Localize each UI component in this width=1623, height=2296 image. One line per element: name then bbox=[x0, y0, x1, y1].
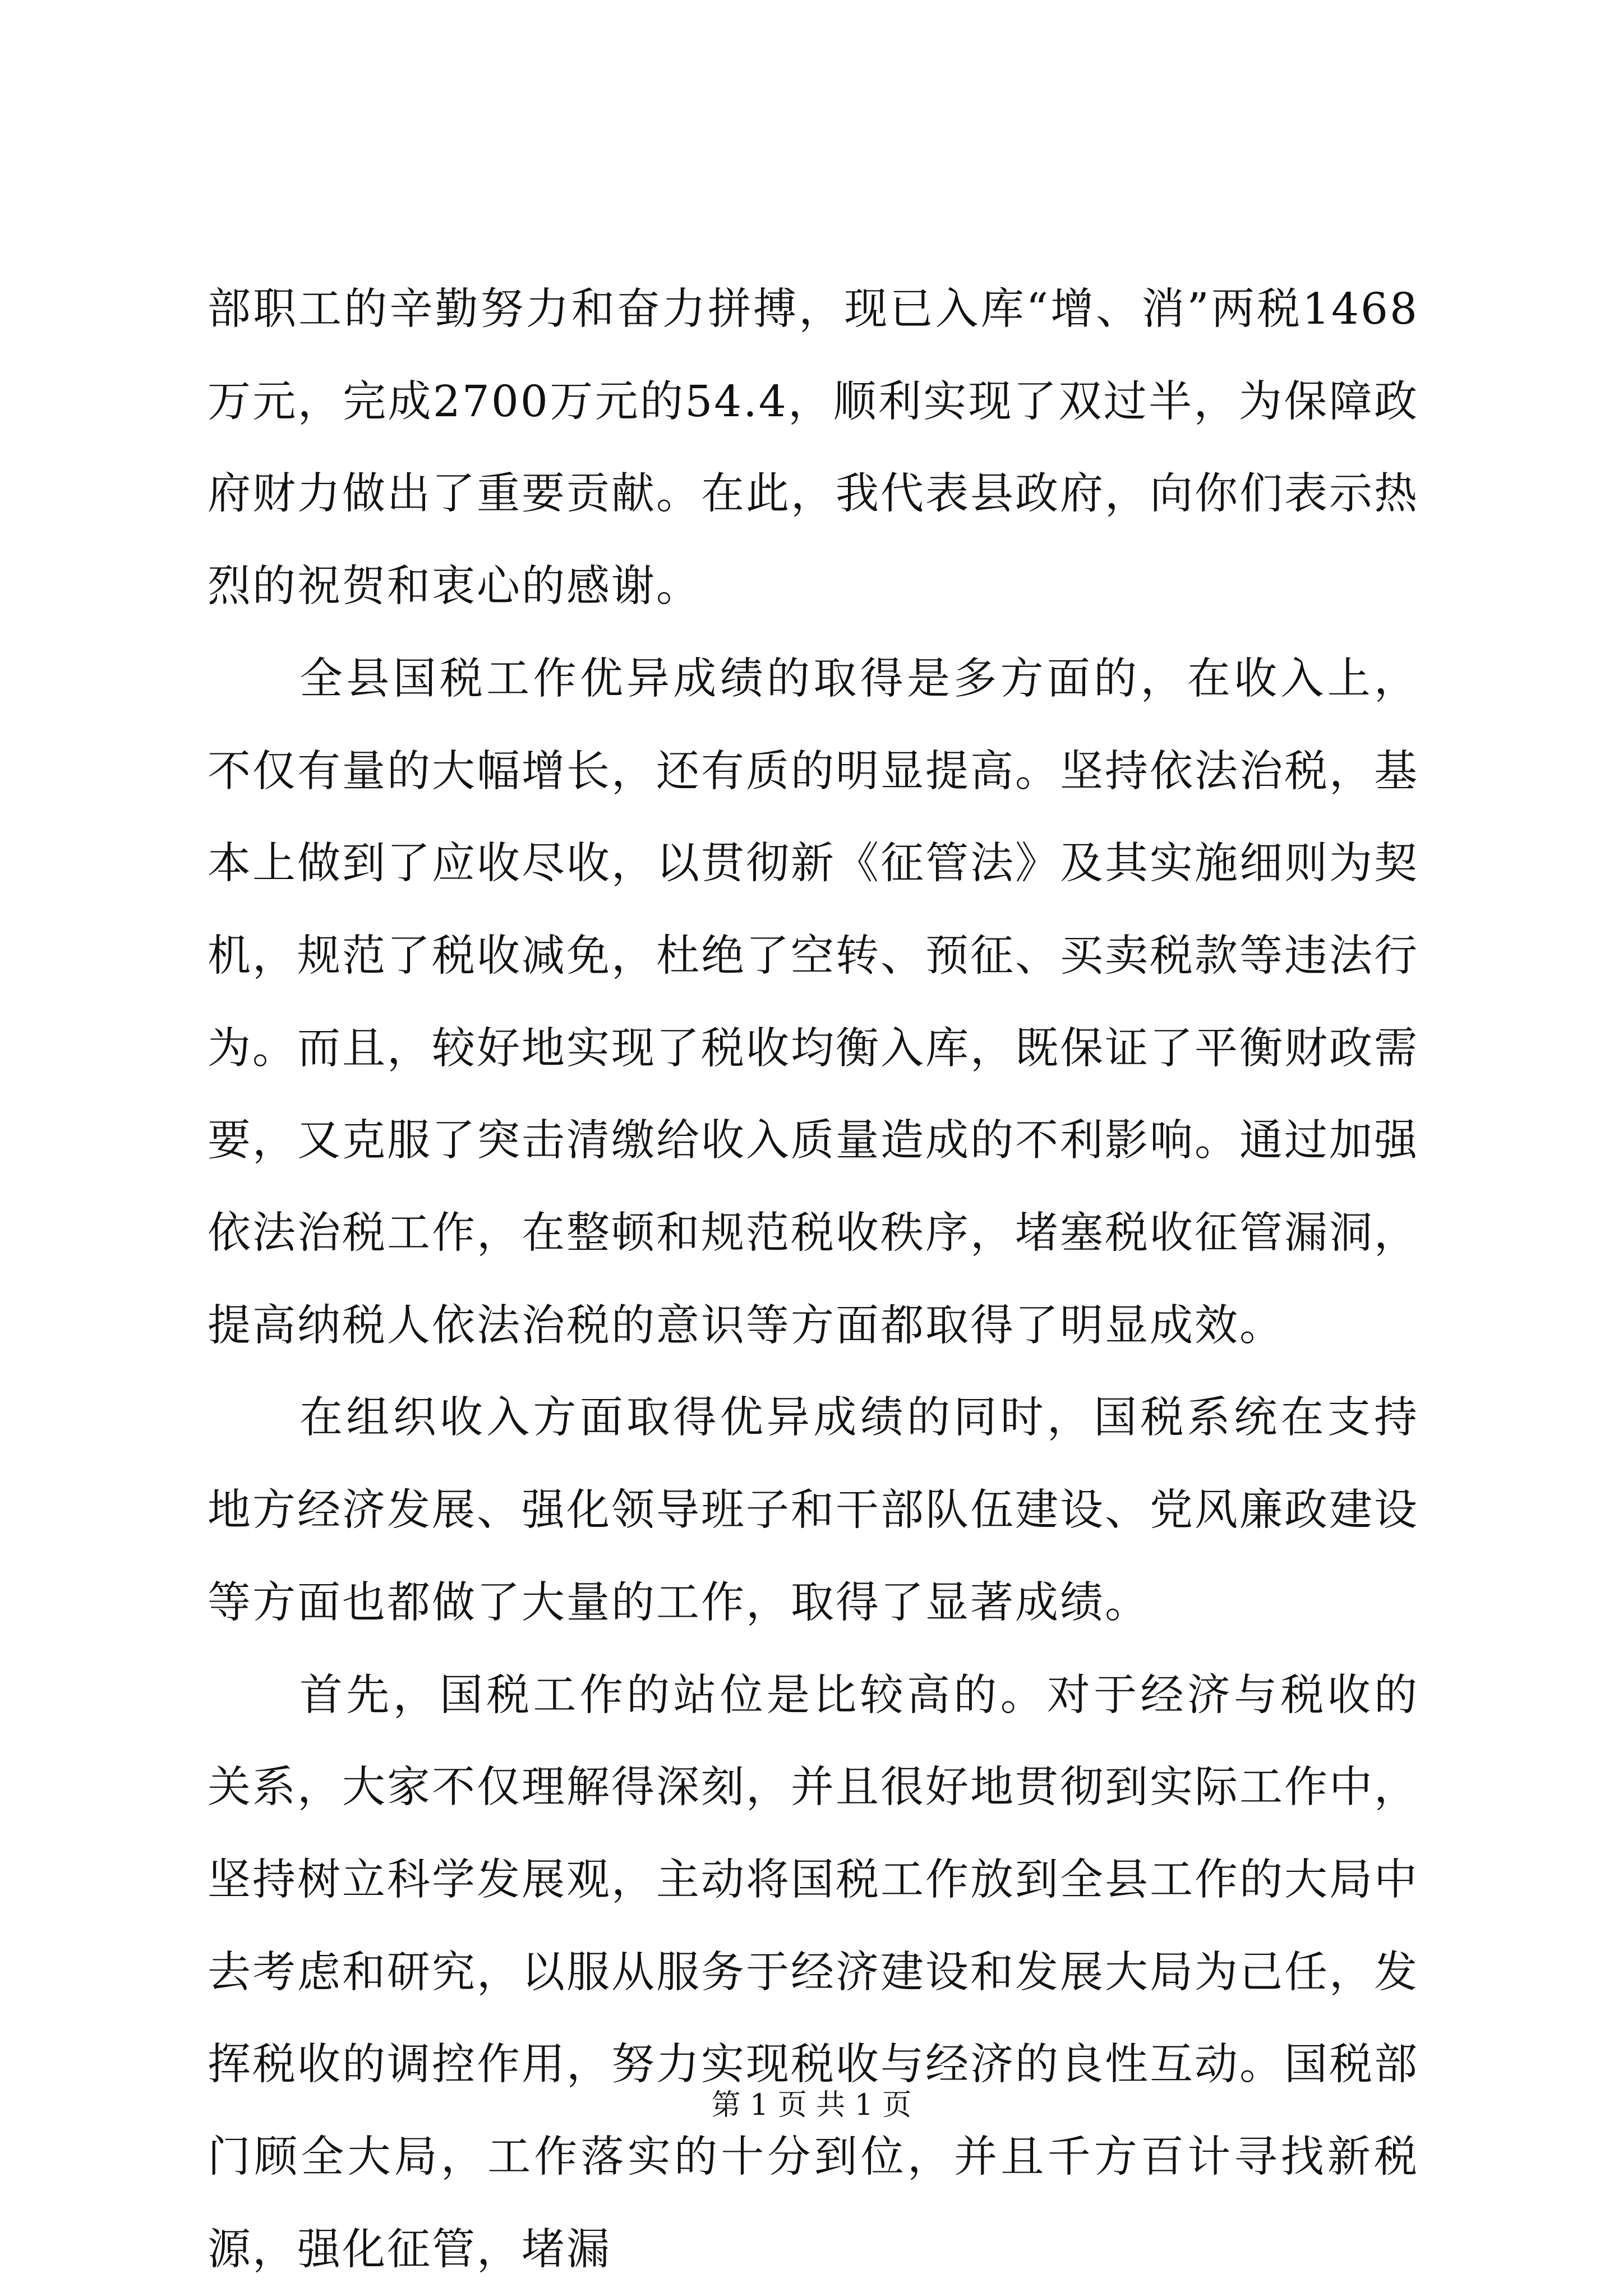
document-body bbox=[208, 264, 1419, 2296]
paragraph-4: 首先，国税工作的站位是比较高的。对于经济与税收的关系，大家不仅理解得深刻，并且很好地贯彻到实际工作中，坚持树立科学发展观，主动将国税工作放到全县工作的大局中去考虑和研究，以服从服务于经济建设和发展大局为己任，发挥税收的调控作用，努力实现税收与经济的良性互动。国税部门顾全大局，工作落实的十分到位，并且千方百计寻找新税源，强化征管，堵漏 bbox=[208, 1670, 1419, 2275]
paragraph-3: 在组织收入方面取得优异成绩的同时，国税系统在支持地方经济发展、强化领导班子和干部队伍建设、党风廉政建设等方面也都做了大量的工作，取得了显著成绩。 bbox=[208, 1393, 1419, 1628]
paragraph-2: 全县国税工作优异成绩的取得是多方面的，在收入上，不仅有量的大幅增长，还有质的明显提高。坚持依法治税，基本上做到了应收尽收，以贯彻新《征管法》及其实施细则为契机，规范了税收减免，杜绝了空转、预征、买卖税款等违法行为。而且，较好地实现了税收均衡入库，既保证了平衡财政需要，又克服了突击清缴给收入质量造成的不利影响。通过加强依法治税工作，在整顿和规范税收秩序，堵塞税收征管漏洞，提高纳税人依法治税的意识等方面都取得了明显成效。 bbox=[208, 654, 1419, 1351]
paragraph-1: 部职工的辛勤努力和奋力拼搏，现已入库“增、消”两税1468万元，完成2700万元的54.4，顺利实现了双过半，为保障政府财力做出了重要贡献。在此，我代表县政府，向你们表示热烈的祝贺和衷心的感谢。 bbox=[208, 284, 1419, 612]
page-footer bbox=[0, 2086, 1623, 2125]
page-number-label: 第 1 页 共 1 页 bbox=[711, 2088, 912, 2122]
